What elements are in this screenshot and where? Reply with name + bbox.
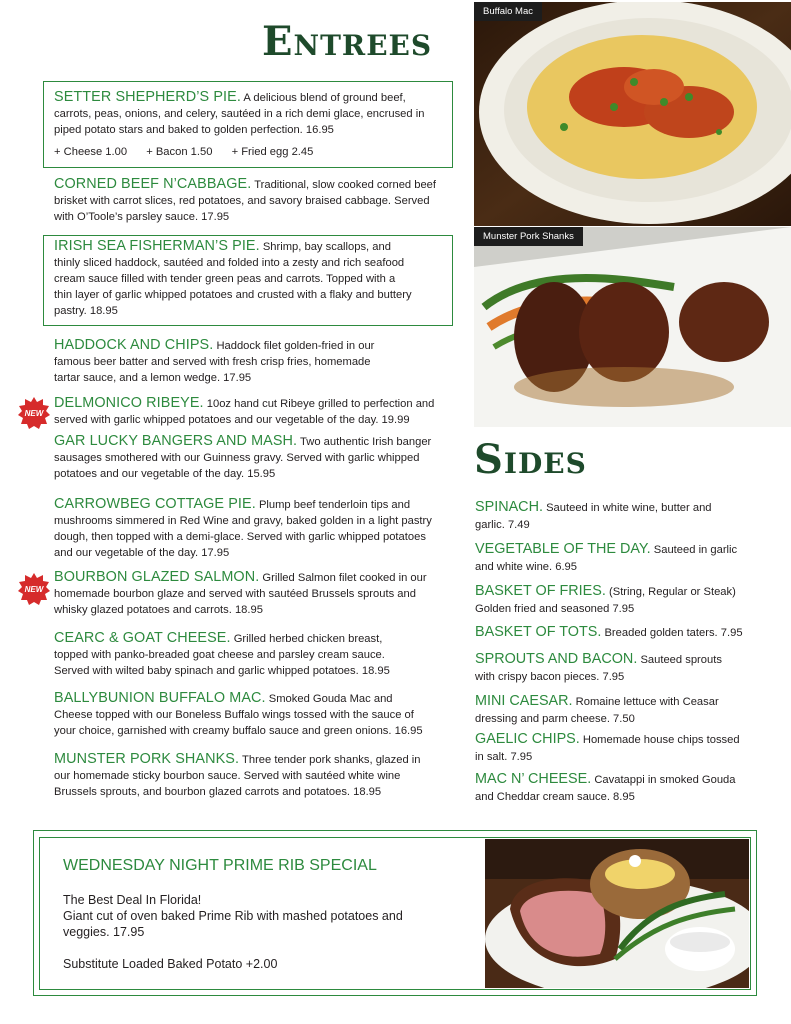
entree-description: Shrimp, bay scallops, and thinly sliced haddock, sautéed and folded into a zesty and rich seafood cream sauce filled with tender green peas and carrots. Topped with a thin layer of garlic whipped potatoes and crusted with a flaky and buttery pastry. 18.95 (54, 241, 412, 317)
side-description: Sauteed in garlic and white wine. 6.95 (475, 544, 738, 573)
entree-item (54, 569, 439, 618)
entree-name: CARROWBEG COTTAGE PIE. (54, 496, 256, 512)
pork-shanks-photo (474, 227, 791, 427)
side-description: (String, Regular or Steak) Golden fried and seasoned 7.95 (475, 586, 736, 615)
prime-rib-photo (485, 839, 749, 988)
photo-label: Munster Pork Shanks (474, 227, 583, 246)
addon-cheese: + Cheese 1.00 (54, 146, 128, 158)
addons (54, 144, 432, 160)
entree-description: Two authentic Irish banger sausages smothered with our Guinness gravy. Served with garlic whipped potatoes and our vegetable of the day. 15.95 (54, 436, 432, 480)
buffalo-mac-image (474, 2, 791, 226)
side-item (475, 693, 740, 728)
entree-description: Plump beef tenderloin tips and mushrooms simmered in Red Wine and gravy, baked golden in a light pastry dough, then topped with a demi-glace. Served with garlic whipped potatoes and our vegetable of the day. 17.95 (54, 499, 432, 559)
side-description: Homemade house chips tossed in salt. 7.95 (475, 734, 740, 763)
entree-description: Smoked Gouda Mac and Cheese topped with our Boneless Buffalo wings tossed with the sauce of your choice, garnished with creamy buffalo sauce and green onions. 16.95 (54, 693, 423, 737)
special-substitute: Substitute Loaded Baked Potato +2.00 (63, 957, 278, 971)
side-name: BASKET OF TOTS. (475, 624, 602, 640)
entree-item (54, 496, 439, 561)
new-badge-text: NEW (24, 409, 44, 418)
side-name: BASKET OF FRIES. (475, 583, 606, 599)
entree-name: SETTER SHEPHERD’S PIE. (54, 89, 241, 105)
entree-description: Grilled herbed chicken breast, topped with panko-breaded goat cheese and parsley cream sauce. Served with wilted baby spinach and garlic whipped potatoes. 18.95 (54, 633, 390, 677)
entree-item (54, 238, 414, 319)
side-item (475, 624, 775, 642)
side-name: MINI CAESAR. (475, 693, 573, 709)
entrees-heading: Entrees (262, 18, 433, 65)
entree-description: Traditional, slow cooked corned beef brisket with carrot slices, red potatoes, and savory braised cabbage. Served with O’Toole’s parsley sauce. 17.95 (54, 179, 437, 223)
entree-item (54, 751, 434, 800)
new-badge-text: NEW (24, 585, 44, 594)
entree-item (54, 89, 432, 160)
side-description: Sauteed sprouts with crispy bacon pieces. 7.95 (475, 654, 722, 683)
side-description: Cavatappi in smoked Gouda and Cheddar cream sauce. 8.95 (475, 774, 736, 803)
entree-name: CORNED BEEF N’CABBAGE. (54, 176, 252, 192)
side-item (475, 731, 750, 766)
entree-name: BALLYBUNION BUFFALO MAC. (54, 690, 266, 706)
new-badge-icon (17, 396, 51, 430)
entree-description: Haddock filet golden-fried in our famous beer batter and served with fresh crisp fries, homemade tartar sauce, and a lemon wedge. 17.95 (54, 340, 375, 384)
entree-description: 10oz hand cut Ribeye grilled to perfection and served with garlic whipped potatoes and our vegetable of the day. 19.99 (54, 398, 435, 426)
special-tagline: The Best Deal In Florida! (63, 893, 202, 907)
new-badge-icon (17, 572, 51, 606)
side-name: GAELIC CHIPS. (475, 731, 580, 747)
entree-name: BOURBON GLAZED SALMON. (54, 569, 260, 585)
prime-rib-image (485, 839, 749, 988)
entree-item (54, 433, 439, 482)
addon-egg: + Fried egg 2.45 (231, 146, 314, 158)
special-title: WEDNESDAY NIGHT PRIME RIB SPECIAL (63, 857, 377, 874)
entree-description: Three tender pork shanks, glazed in our homemade sticky bourbon sauce. Served with sautéed white wine Brussels sprouts, and bourbon glazed carrots and potatoes. 18.95 (54, 754, 421, 798)
side-description: Sauteed in white wine, butter and garlic. 7.49 (475, 502, 712, 531)
side-item (475, 771, 750, 806)
entree-item (54, 630, 414, 679)
entree-item (54, 337, 394, 386)
pork-shanks-image (474, 227, 791, 427)
sides-heading: Sides (474, 436, 587, 483)
side-description: Romaine lettuce with Ceasar dressing and parm cheese. 7.50 (475, 696, 719, 725)
entree-name: IRISH SEA FISHERMAN’S PIE. (54, 238, 260, 254)
entree-name: GAR LUCKY BANGERS AND MASH. (54, 433, 298, 449)
photo-label: Buffalo Mac (474, 2, 542, 21)
entree-name: CEARC & GOAT CHEESE. (54, 630, 231, 646)
special-description: Giant cut of oven baked Prime Rib with mashed potatoes and veggies. 17.95 (63, 909, 403, 939)
entree-item (54, 395, 439, 428)
entree-item (54, 176, 442, 225)
side-item (475, 583, 750, 618)
side-item (475, 651, 740, 686)
side-name: VEGETABLE OF THE DAY. (475, 541, 651, 557)
entree-name: HADDOCK AND CHIPS. (54, 337, 214, 353)
side-name: SPINACH. (475, 499, 543, 515)
entree-description: A delicious blend of ground beef, carrots, peas, onions, and celery, sautéed in a rich demi glace, encrused in piped potato stars and baked to golden perfection. 16.95 (54, 92, 425, 136)
side-item (475, 541, 745, 576)
entree-name: MUNSTER PORK SHANKS. (54, 751, 240, 767)
side-description: Breaded golden taters. 7.95 (604, 627, 743, 639)
entree-name: DELMONICO RIBEYE. (54, 395, 204, 411)
side-name: MAC N’ CHEESE. (475, 771, 592, 787)
side-item (475, 499, 730, 534)
entree-description: Grilled Salmon filet cooked in our homemade bourbon glaze and served with sautéed Brussels sprouts and whisky glazed potatoes and carrots. 18.95 (54, 572, 427, 616)
buffalo-mac-photo (474, 2, 791, 226)
side-name: SPROUTS AND BACON. (475, 651, 638, 667)
entree-item (54, 690, 434, 739)
addon-bacon: + Bacon 1.50 (146, 146, 213, 158)
